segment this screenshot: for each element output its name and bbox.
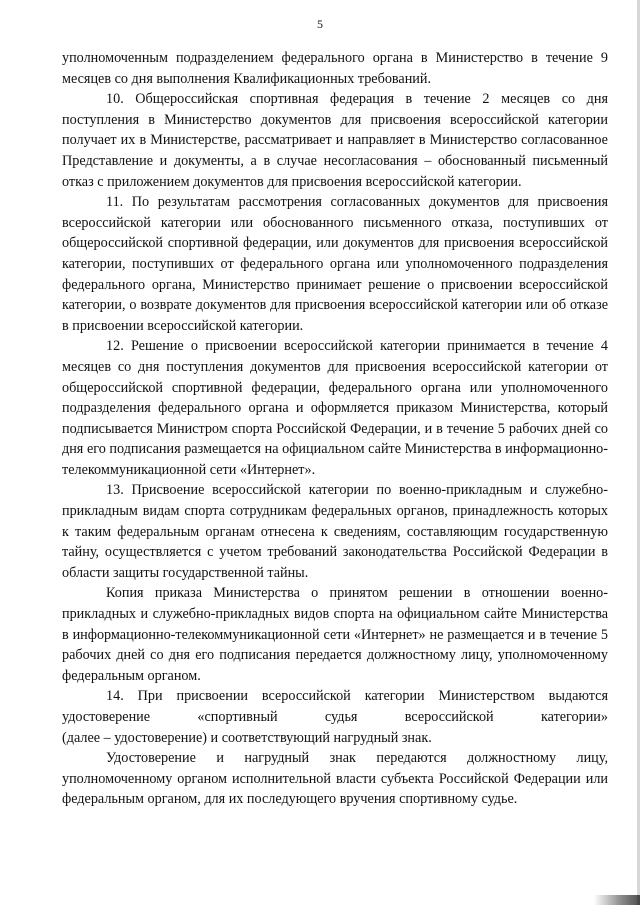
document-body [62, 48, 608, 810]
paragraph-14-line-1: 14. При присвоении всероссийской категории Министерством выдаются [106, 688, 608, 705]
page-number: 5 [317, 17, 323, 31]
paragraph-13: 13. Присвоение всероссийской категории по военно-прикладным и служебно-прикладным видам спорта сотрудникам федеральных органов, принадлежность которых к таким федеральным органам отнесена к сведениям, составляющим государственную тайну, осуществляется с учетом требований законодательства Российской Федерации в области защиты государственной тайны. [62, 482, 608, 581]
paragraph-14-line-3: (далее – удостоверение) и соответствующий нагрудный знак. [62, 729, 432, 746]
paragraph-11: 11. По результатам рассмотрения согласованных документов для присвоения всероссийской категории или обоснованного письменного отказа, поступивших от общероссийской спортивной федерации, или документов для присвоения всероссийской категории, поступивших от федерального органа или уполномоченного подразделения федерального органа, Министерство принимает решение о присвоении всероссийской категории, о возврате документов для присвоения всероссийской категории или об отказе в присвоении всероссийской категории. [62, 194, 608, 334]
paragraph-13-copy-order: Копия приказа Министерства о принятом решении в отношении военно-прикладных и служебно-прикладных видов спорта на официальном сайте Министерства в информационно-телекоммуникационной сети «Интернет» не размещается и в течение 5 рабочих дней со дня его подписания передается должностному лицу, уполномоченному федеральным органом. [62, 585, 608, 684]
paragraph-14 [62, 686, 608, 748]
paragraph-10: 10. Общероссийская спортивная федерация в течение 2 месяцев со дня поступления в Министерство документов для присвоения всероссийской категории получает их в Министерстве, рассматривает и направляет в Министерство согласованное Представление и документы, а в случае несогласования – обоснованный письменный отказ с приложением документов для присвоения всероссийской категории. [62, 91, 608, 190]
paragraph-continuation: уполномоченным подразделением федерального органа в Министерство в течение 9 месяцев со дня выполнения Квалификационных требований. [62, 50, 608, 87]
paragraph-14-line-2: удостоверение «спортивный судья всероссийской категории» [62, 709, 608, 725]
paragraph-certificate-transfer: Удостоверение и нагрудный знак передаются должностному лицу, уполномоченному органом исполнительной власти субъекта Российской Федерации или федеральным органом, для их последующего вручения спортивному судье. [62, 750, 608, 808]
scan-corner-shadow [594, 895, 640, 905]
paragraph-12: 12. Решение о присвоении всероссийской категории принимается в течение 4 месяцев со дня поступления документов для присвоения всероссийской категории от общероссийской спортивной федерации, федерального органа или уполномоченного подразделения федерального органа и оформляется приказом Министерства, который подписывается Министром спорта Российской Федерации, и в течение 5 рабочих дней со дня его подписания размещается на официальном сайте Министерства в информационно-телекоммуникационной сети «Интернет». [62, 338, 608, 478]
